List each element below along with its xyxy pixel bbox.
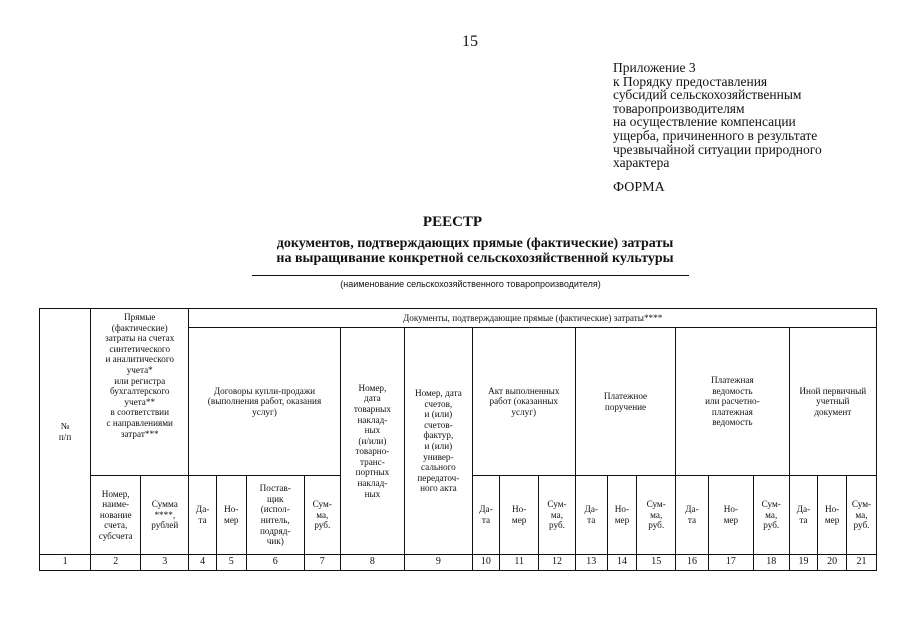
- column-number-cell: 2: [91, 555, 141, 571]
- column-number-cell: 7: [304, 555, 340, 571]
- subheader-date: Да- та: [789, 476, 818, 555]
- subheader-number: Но- мер: [500, 476, 539, 555]
- column-number-cell: 8: [340, 555, 404, 571]
- subheader-sum: Сум- ма, руб.: [637, 476, 676, 555]
- column-number-cell: 6: [246, 555, 304, 571]
- column-number-cell: 15: [637, 555, 676, 571]
- column-number-cell: 19: [789, 555, 818, 571]
- column-number-cell: 11: [500, 555, 539, 571]
- column-number-cell: 1: [40, 555, 91, 571]
- subheader-sum: Сумма ****, рублей: [141, 476, 189, 555]
- header-payment-order: Платежное поручение: [575, 328, 675, 476]
- header-acts: Акт выполненных работ (оказанных услуг): [472, 328, 575, 476]
- appendix-line: субсидий сельскохозяйственным: [613, 87, 802, 103]
- appendix-line: ущерба, причиненного в результате: [613, 127, 818, 143]
- header-direct-costs: Прямые (фактические) затраты на счетах синтетического и аналитического учета* или регистра бухгалтерского учета** в соответствии с направлениями затрат***: [91, 309, 189, 476]
- subheader-sum: Сум- ма, руб.: [539, 476, 576, 555]
- page-number: 15: [462, 33, 478, 50]
- subtitle-line-2: на выращивание конкретной сельскохозяйственной культуры: [276, 251, 674, 266]
- subheader-date: Да- та: [472, 476, 500, 555]
- form-label: ФОРМА: [613, 180, 665, 195]
- subheader-number: Но- мер: [216, 476, 246, 555]
- subheader-date: Да- та: [676, 476, 709, 555]
- subheader-number: Но- мер: [607, 476, 637, 555]
- appendix-line: Приложение 3: [613, 60, 696, 75]
- subheader-sum: Сум- ма, руб.: [753, 476, 789, 555]
- header-waybills: Номер, дата товарных наклад- ных (и/или) товарно- транс- портных наклад- ных: [340, 328, 404, 555]
- column-number-cell: 17: [708, 555, 753, 571]
- appendix-block: [613, 61, 893, 170]
- subheader-number: Но- мер: [818, 476, 847, 555]
- appendix-line: товаропроизводителям: [613, 100, 745, 116]
- register-table: [39, 308, 877, 571]
- column-number-cell: 4: [189, 555, 217, 571]
- header-row-number: № п/п: [40, 309, 91, 555]
- header-other-document: Иной первичный учетный документ: [789, 328, 876, 476]
- subheader-sum: Сум- ма, руб.: [846, 476, 876, 555]
- column-number-cell: 10: [472, 555, 500, 571]
- column-number-cell: 9: [405, 555, 473, 571]
- subheader-supplier: Постав- щик (испол- нитель, подряд- чик): [246, 476, 304, 555]
- header-invoices: Номер, дата счетов, и (или) счетов- фактур, и (или) универ- сального передаточ- ного акта: [405, 328, 473, 555]
- document-title: РЕЕСТР: [422, 214, 483, 230]
- column-number-cell: 12: [539, 555, 576, 571]
- appendix-line: на осуществление компенсации: [613, 114, 796, 130]
- subheader-sum: Сум- ма, руб.: [304, 476, 340, 555]
- appendix-line: чрезвычайной ситуации природного: [613, 141, 822, 157]
- producer-name-caption: (наименование сельскохозяйственного товаропроизводителя): [340, 279, 601, 289]
- header-contracts: Договоры купли-продажи (выполнения работ, оказания услуг): [189, 328, 340, 476]
- column-number-cell: 5: [216, 555, 246, 571]
- column-number-cell: 21: [846, 555, 876, 571]
- subheader-date: Да- та: [189, 476, 217, 555]
- column-number-cell: 14: [607, 555, 637, 571]
- subheader-number: Но- мер: [708, 476, 753, 555]
- subheader-date: Да- та: [575, 476, 607, 555]
- appendix-line: к Порядку предоставления: [613, 73, 768, 89]
- subtitle-line-1: документов, подтверждающих прямые (фактические) затраты: [276, 236, 674, 251]
- column-number-cell: 16: [676, 555, 709, 571]
- column-number-cell: 3: [141, 555, 189, 571]
- column-number-cell: 13: [575, 555, 607, 571]
- subheader-account: Номер, наиме- нование счета, субсчета: [91, 476, 141, 555]
- producer-name-line: [252, 275, 689, 276]
- header-documents: Документы, подтверждающие прямые (фактические) затраты****: [189, 309, 877, 328]
- document-subtitle: [180, 236, 770, 266]
- column-number-cell: 20: [818, 555, 847, 571]
- column-number-cell: 18: [753, 555, 789, 571]
- header-payroll: Платежная ведомость или расчетно- платежная ведомость: [676, 328, 790, 476]
- appendix-line: характера: [613, 155, 670, 171]
